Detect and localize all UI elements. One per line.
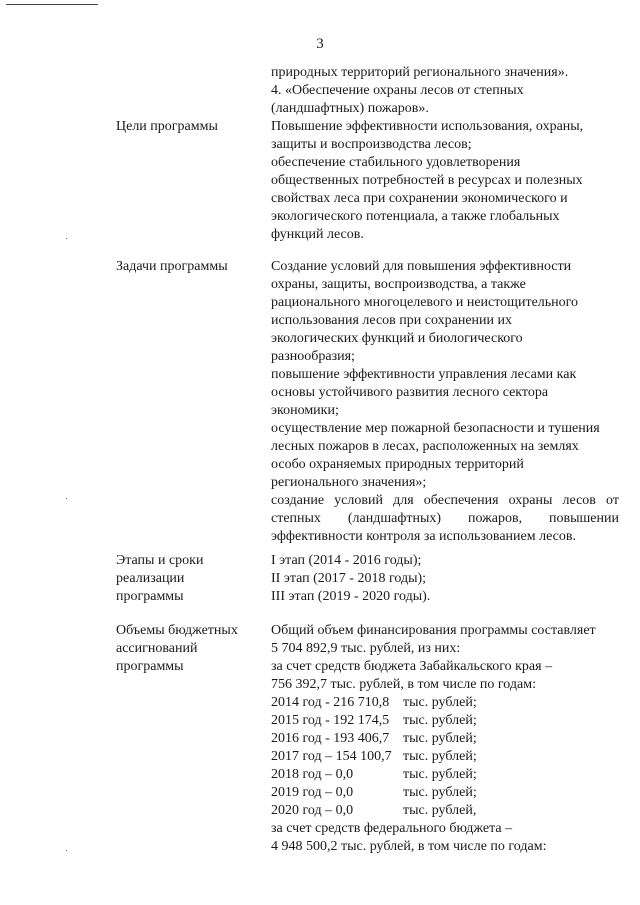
text-line: Повышение эффективности использования, охраны, (271, 119, 584, 134)
label-line: ассигнований (116, 641, 198, 656)
text-line: природных территорий регионального значения». (271, 65, 569, 80)
funding-text (271, 622, 619, 856)
year-unit: тыс. рублей; (403, 767, 477, 782)
text-line: III этап (2019 - 2020 годы). (271, 589, 431, 604)
year-row (271, 694, 619, 712)
year-amount: 2017 год – 154 100,7 (271, 749, 392, 764)
text-line: повышение эффективности управления лесами как (271, 367, 577, 382)
text-line: за счет средств федерального бюджета – (271, 821, 513, 836)
text-line: основы устойчивого развития лесного сектора (271, 385, 549, 400)
text-line: защиты и воспроизводства лесов; (271, 137, 472, 152)
text-line: экологических функций и биологического (271, 331, 523, 346)
year-row (271, 784, 619, 802)
text-line: создание условий для обеспечения охраны лесов от (271, 493, 619, 508)
label-line: программы (116, 589, 184, 604)
year-unit: тыс. рублей; (403, 731, 477, 746)
text-line: 4. «Обеспечение охраны лесов от степных (271, 83, 524, 98)
year-amount: 2020 год – 0,0 (271, 803, 354, 818)
text-line: (ландшафтных) пожаров». (271, 101, 429, 116)
text-line: 756 392,7 тыс. рублей, в том числе по годам: (271, 677, 536, 692)
label-line: Этапы и сроки (116, 553, 204, 568)
text-line: общественных потребностей в ресурсах и полезных (271, 173, 583, 188)
year-amount: 2018 год – 0,0 (271, 767, 354, 782)
top-rule (6, 4, 98, 5)
funding-label (116, 622, 266, 676)
text-line: степных (ландшафтных) пожаров, повышении (271, 511, 619, 526)
text-line: лесных пожаров в лесах, расположенных на землях (271, 439, 579, 454)
year-row (271, 712, 619, 730)
year-row (271, 802, 619, 820)
text-line: осуществление мер пожарной безопасности и тушения (271, 421, 600, 436)
stages-label (116, 552, 266, 606)
text-line: охраны, защиты, воспроизводства, а также (271, 277, 526, 292)
page-number: 3 (316, 36, 324, 52)
year-row (271, 748, 619, 766)
text-line: рационального многоцелевого и неистощительного (271, 295, 579, 310)
year-unit: тыс. рублей; (403, 749, 477, 764)
tasks-text (271, 258, 619, 546)
text-line: 5 704 892,9 тыс. рублей, из них: (271, 641, 461, 656)
scan-speck (66, 498, 67, 499)
text-line: I этап (2014 - 2016 годы); (271, 553, 422, 568)
text-line: II этап (2017 - 2018 годы); (271, 571, 427, 586)
year-row (271, 730, 619, 748)
text-line: эффективности контроля за использованием лесов. (271, 529, 576, 544)
year-amount: 2015 год - 192 174,5 (271, 713, 390, 728)
intro-text (271, 64, 619, 118)
text-line: Создание условий для повышения эффективности (271, 259, 572, 274)
text-line: 4 948 500,2 тыс. рублей, в том числе по годам: (271, 839, 547, 854)
text-line: Общий объем финансирования программы составляет (271, 623, 596, 638)
label-line: Объемы бюджетных (116, 623, 238, 638)
scan-speck (66, 850, 67, 851)
year-amount: 2014 год - 216 710,8 (271, 695, 390, 710)
text-line: разнообразия; (271, 349, 355, 364)
year-unit: тыс. рублей; (403, 785, 477, 800)
text-line: экономики; (271, 403, 339, 418)
year-unit: тыс. рублей; (403, 713, 477, 728)
scan-speck (66, 238, 67, 239)
tasks-label: Задачи программы (116, 259, 228, 274)
text-line: экологического потенциала, а также глобальных (271, 209, 560, 224)
year-amount: 2016 год - 193 406,7 (271, 731, 390, 746)
text-line: функций лесов. (271, 227, 364, 242)
label-line: реализации (116, 571, 185, 586)
year-amount: 2019 год – 0,0 (271, 785, 354, 800)
text-line: использования лесов при сохранении их (271, 313, 513, 328)
text-line: за счет средств бюджета Забайкальского края – (271, 659, 553, 674)
text-line: регионального значения»; (271, 475, 427, 490)
goals-label: Цели программы (116, 119, 218, 134)
text-line: обеспечение стабильного удовлетворения (271, 155, 521, 170)
year-unit: тыс. рублей, (403, 803, 477, 818)
text-line: особо охраняемых природных территорий (271, 457, 524, 472)
stages-text (271, 552, 619, 606)
goals-text (271, 118, 619, 244)
year-unit: тыс. рублей; (403, 695, 477, 710)
text-line: свойствах леса при сохранении экономического и (271, 191, 568, 206)
year-row (271, 766, 619, 784)
label-line: программы (116, 659, 184, 674)
